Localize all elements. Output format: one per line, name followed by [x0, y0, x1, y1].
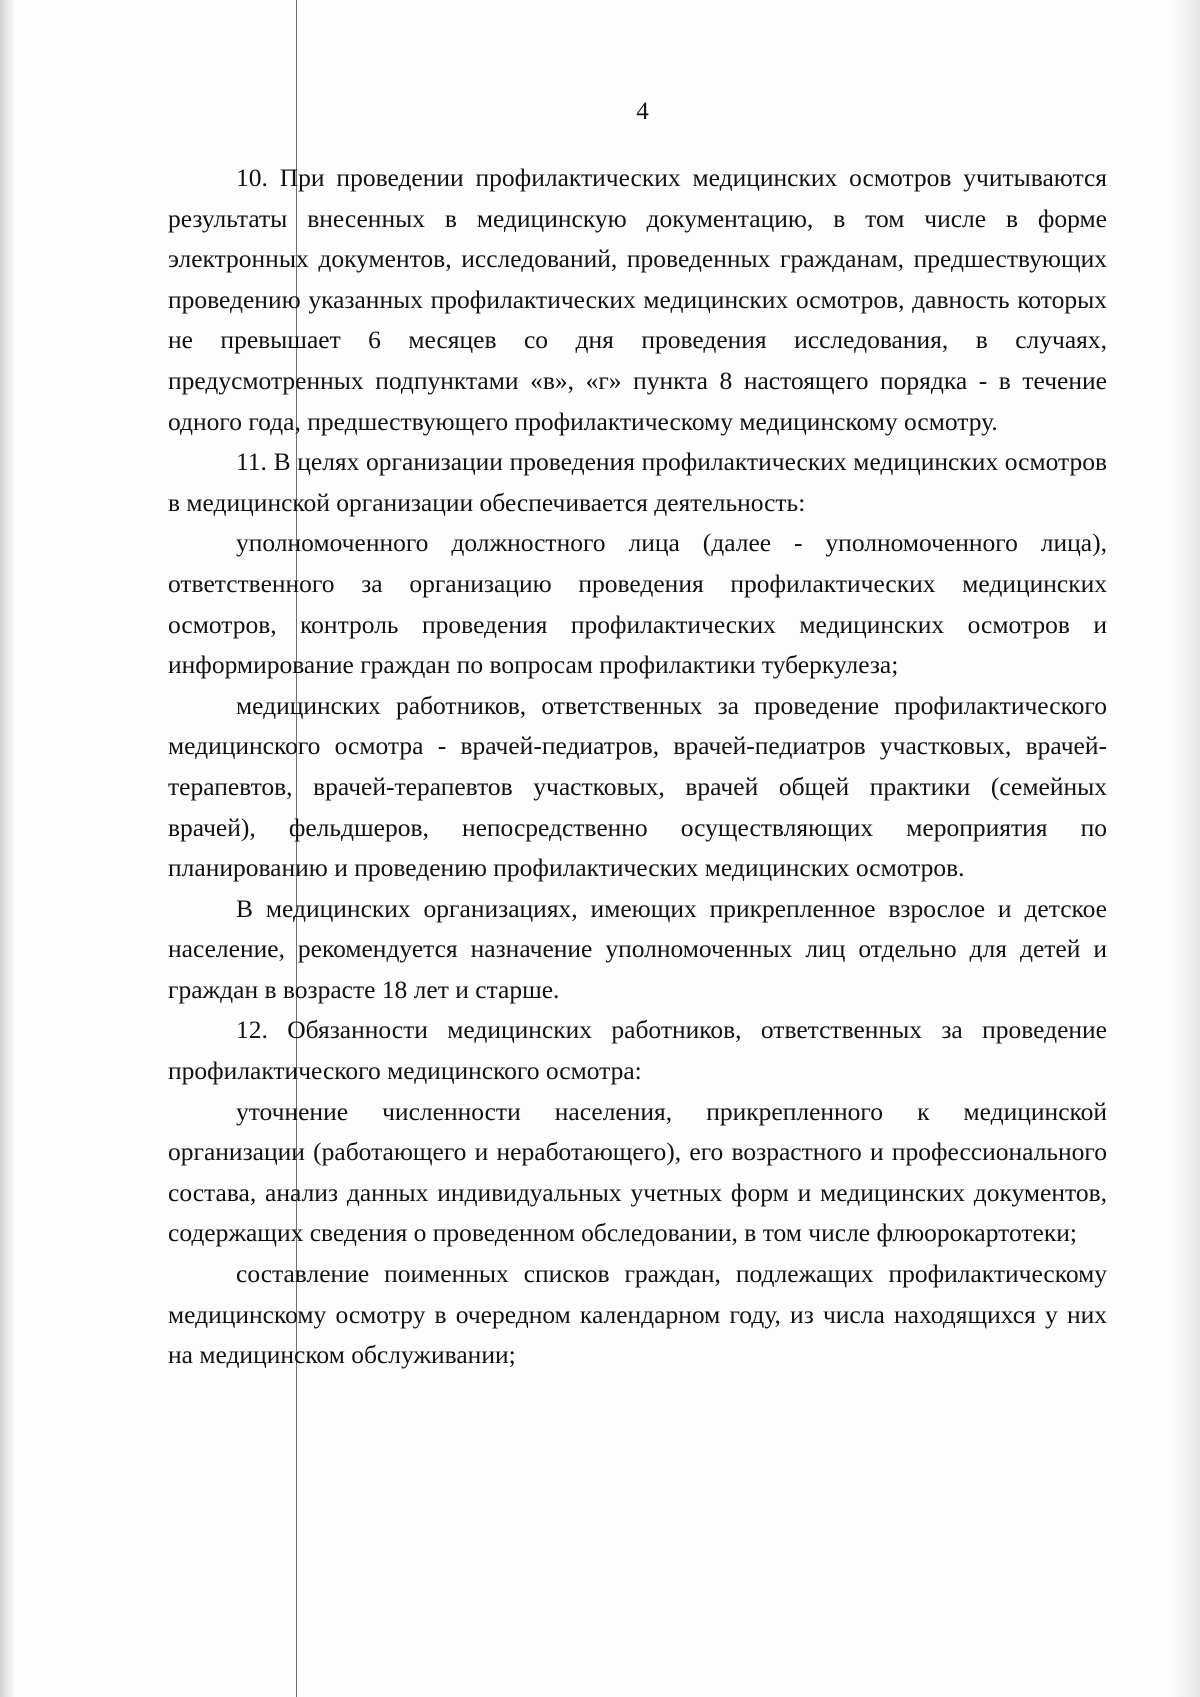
document-body	[168, 158, 1107, 1376]
paragraph-separate-persons: В медицинских организациях, имеющих прикрепленное взрослое и детское население, рекомендуется назначение уполномоченных лиц отдельно для детей и граждан в возрасте 18 лет и старше.	[168, 893, 1107, 1004]
paragraph-lists: составление поименных списков граждан, подлежащих профилактическому медицинскому осмотру в очередном календарном году, из числа находящихся у них на медицинском обслуживании;	[168, 1259, 1107, 1370]
page-number: 4	[636, 98, 649, 125]
paragraph-medical-workers: медицинских работников, ответственных за проведение профилактического медицинского осмотра - врачей-педиатров, врачей-педиатров участковых, врачей-терапевтов, врачей-терапевтов участковых, врачей общей практики (семейных врачей), фельдшеров, непосредственно осуществляющих мероприятия по планированию и проведению профилактических медицинских осмотров.	[168, 690, 1107, 883]
scan-edge-right	[1170, 0, 1200, 1697]
paragraph-clarification: уточнение численности населения, прикрепленного к медицинской организации (работающего и неработающего), его возрастного и профессионального состава, анализ данных индивидуальных учетных форм и медицинских документов, содержащих сведения о проведенном обследовании, в том числе флюорокартотеки;	[168, 1096, 1107, 1248]
scan-edge-left	[0, 0, 14, 1697]
paragraph-10: 10. При проведении профилактических медицинских осмотров учитываются результаты внесенных в медицинскую документацию, в том числе в форме электронных документов, исследований, проведенных гражданам, предшествующих проведению указанных профилактических медицинских осмотров, давность которых не превышает 6 месяцев со дня проведения исследования, в случаях, предусмотренных подпунктами «в», «г» пункта 8 настоящего порядка - в течение одного года, предшествующего профилактическому медицинскому осмотру.	[168, 163, 1107, 436]
paragraph-11: 11. В целях организации проведения профилактических медицинских осмотров в медицинской организации обеспечивается деятельность:	[168, 447, 1107, 517]
paragraph-12: 12. Обязанности медицинских работников, ответственных за проведение профилактического медицинского осмотра:	[168, 1015, 1107, 1086]
paragraph-authorized-person: уполномоченного должностного лица (далее - уполномоченного лица), ответственного за организацию проведения профилактических медицинских осмотров, контроль проведения профилактических медицинских осмотров и информирование граждан по вопросам профилактики туберкулеза;	[168, 528, 1107, 680]
